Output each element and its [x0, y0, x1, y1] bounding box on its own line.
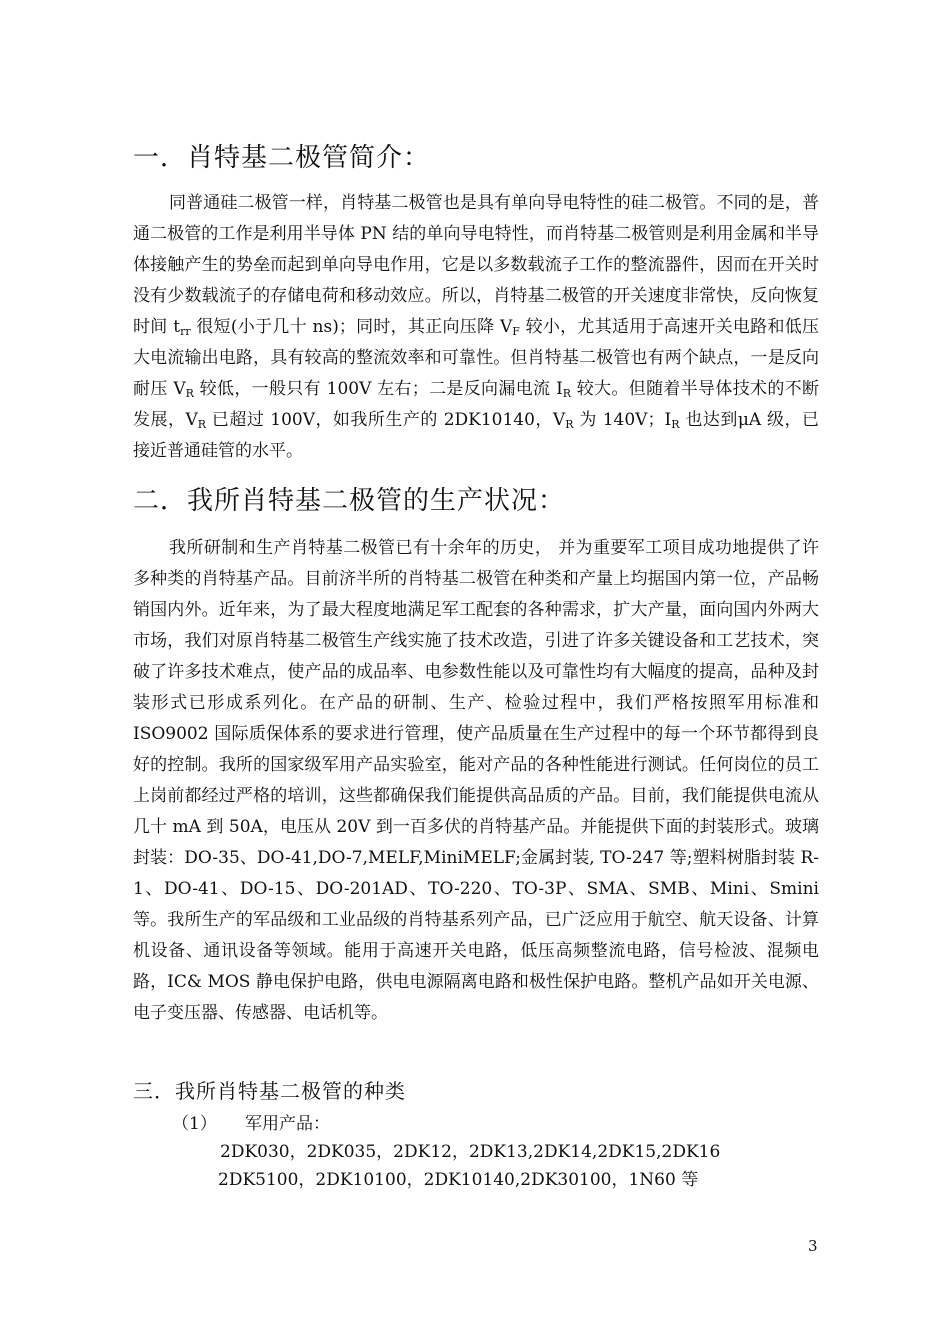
- vr3-base: V: [552, 410, 566, 430]
- vr-symbol-2: [185, 410, 206, 430]
- vr-symbol: [173, 379, 194, 399]
- p1-text-3: 较小，尤其适用于高速开关电路和低压大电流输出电路，具有较高的整流效率和可靠性。但肖特基二极管也有两个缺点，一是反向耐压: [133, 317, 820, 399]
- ir2-base: I: [664, 410, 672, 430]
- section-3-heading: 三．我所肖特基二极管的种类: [133, 1079, 406, 1103]
- trr-sub: rr: [180, 325, 191, 338]
- vr-base: V: [173, 379, 186, 399]
- vf-sub: F: [512, 325, 520, 338]
- ir-symbol-2: [664, 410, 679, 430]
- ir-base: I: [556, 379, 563, 399]
- ir2-sub: R: [671, 418, 680, 431]
- item-1-number: （1）: [172, 1114, 217, 1134]
- item-1-label: 军用产品：: [245, 1114, 330, 1134]
- trr-symbol: [173, 317, 190, 337]
- section-2-heading: 二．我所肖特基二极管的生产状况：: [133, 486, 566, 516]
- vf-base: V: [500, 317, 513, 337]
- p1-text-1: 同普通硅二极管一样，肖特基二极管也是具有单向导电特性的硅二极管。不同的是，普通二极管的工作是利用半导体 PN 结的单向导电特性，而肖特基二极管则是利用金属和半导体接触产生的势垒而起到单向导电作用，它是以多数载流子工作的整流器件，因而在开关时没有少数载流子的存储电荷和移动效应。所以，肖特基二极管的开关速度非常快，反向恢复时间: [133, 193, 819, 337]
- section-1-paragraph: [133, 188, 819, 467]
- p1-text-4: 较低，一般只有 100V 左右；二是反向漏电流: [193, 379, 557, 399]
- page-number: 3: [808, 1237, 818, 1255]
- p1-text-8: 也达到μA 级，已接近普通硅管的水平。: [133, 410, 819, 461]
- vr2-sub: R: [197, 418, 207, 431]
- vr-symbol-3: [553, 410, 574, 430]
- vf-symbol: [500, 317, 520, 337]
- vr2-base: V: [185, 410, 198, 430]
- p1-text-7: 为 140V；: [573, 410, 665, 430]
- section-1-heading: 一．肖特基二极管简介：: [133, 143, 431, 173]
- section-2-paragraph: 我所研制和生产肖特基二极管已有十余年的历史， 并为重要军工项目成功地提供了许多种类的肖特基产品。目前济半所的肖特基二极管在种类和产量上均据国内第一位，产品畅销国内外。近年来，为了最大程度地满足军工配套的各种需求，扩大产量，面向国内外两大市场，我们对原肖特基二极管生产线实施了技术改造，引进了许多关键设备和工艺技术，突破了许多技术难点，使产品的成品率、电参数性能以及可靠性均有大幅度的提高，品种及封装形式已形成系列化。在产品的研制、生产、检验过程中，我们严格按照军用标准和 ISO9002 国际质保体系的要求进行管理，使产品质量在生产过程中的每一个环节都得到良好的控制。我所的国家级军用产品实验室，能对产品的各种性能进行测试。任何岗位的员工上岗前都经过严格的培训，这些都确保我们能提供高品质的产品。目前，我们能提供电流从几十 mA 到 50A，电压从 20V 到一百多伏的肖特基产品。并能提供下面的封装形式。玻璃封装：DO-35、DO-41,DO-7,MELF,MiniMELF;金属封装, TO-247 等;塑料树脂封装 R-1、DO-41、DO-15、DO-201AD、TO-220、TO-3P、SMA、SMB、Mini、Smini 等。我所生产的军品级和工业品级的肖特基系列产品，已广泛应用于航空、航天设备、计算机设备、通讯设备等领域。能用于高速开关电路，低压高频整流电路，信号检波、混频电路，IC& MOS 静电保护电路，供电电源隔离电路和极性保护电路。整机产品如开关电源、电子变压器、传感器、电话机等。: [133, 538, 819, 1023]
- p1-text-2: 很短(小于几十 ns)；同时，其正向压降: [190, 317, 500, 337]
- p1-text-6: 已超过 100V，如我所生产的 2DK10140，: [206, 410, 553, 430]
- p1-text-5: 较大。但随着半导体技术的不断发展，: [133, 379, 819, 430]
- trr-base: t: [173, 317, 181, 337]
- ir-sub: R: [562, 387, 572, 400]
- ir-symbol: [556, 379, 571, 399]
- item-1-line-1: 2DK030，2DK035，2DK12，2DK13,2DK14,2DK15,2DK16: [220, 1142, 721, 1162]
- vr-sub: R: [185, 387, 194, 400]
- vr3-sub: R: [565, 418, 574, 431]
- item-1-line-2: 2DK5100，2DK10100，2DK10140,2DK30100，1N60 等: [218, 1170, 699, 1190]
